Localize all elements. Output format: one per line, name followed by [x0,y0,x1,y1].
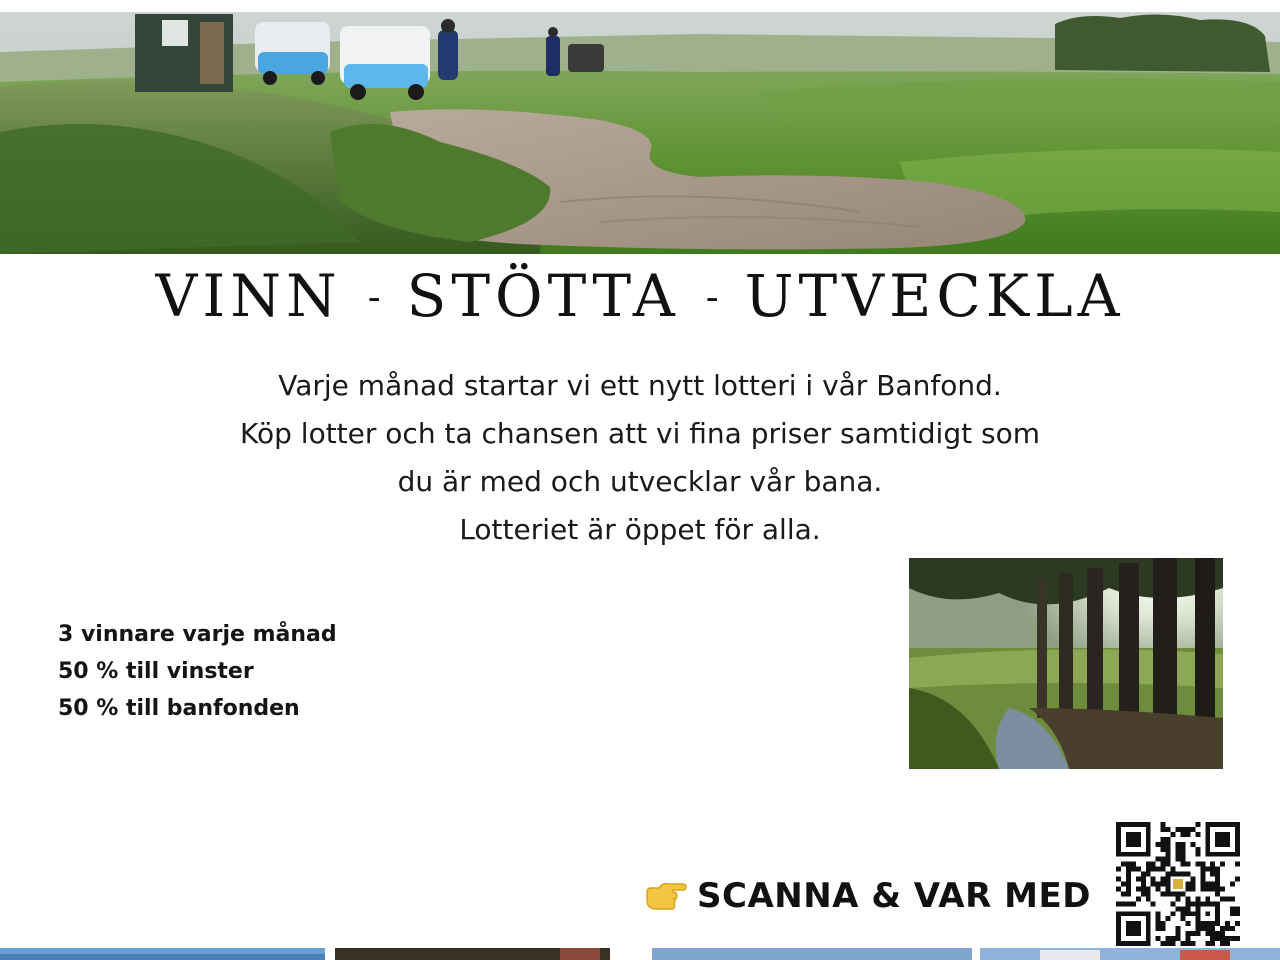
headline-word-vinn: VINN [155,262,342,330]
intro-paragraph [0,362,1280,554]
headline-word-utveckla: UTVECKLA [744,262,1125,330]
intro-line: Köp lotter och ta chansen att vi fina priser samtidigt som [240,417,1040,450]
pointing-hand-icon [645,878,687,914]
intro-line: Varje månad startar vi ett nytt lotteri i vår Banfond. [278,369,1002,402]
intro-line: du är med och utvecklar vår bana. [397,465,883,498]
scan-label: SCANNA & VAR MED [697,876,1091,916]
intro-line: Lotteriet är öppet för alla. [459,513,821,546]
qr-code[interactable] [1116,822,1240,946]
bottom-photo-strip [0,948,1280,960]
hero-golf-photo [0,12,1280,254]
fact-item: 50 % till vinster [58,659,254,684]
headline [0,262,1280,330]
fact-item: 50 % till banfonden [58,696,300,721]
headline-separator: - [705,275,719,319]
fact-item: 3 vinnare varje månad [58,622,337,647]
facts-list [58,616,337,727]
headline-separator: - [367,275,381,319]
trees-photo [909,558,1223,769]
scan-call-to-action [645,876,1091,916]
headline-word-stotta: STÖTTA [406,262,680,330]
